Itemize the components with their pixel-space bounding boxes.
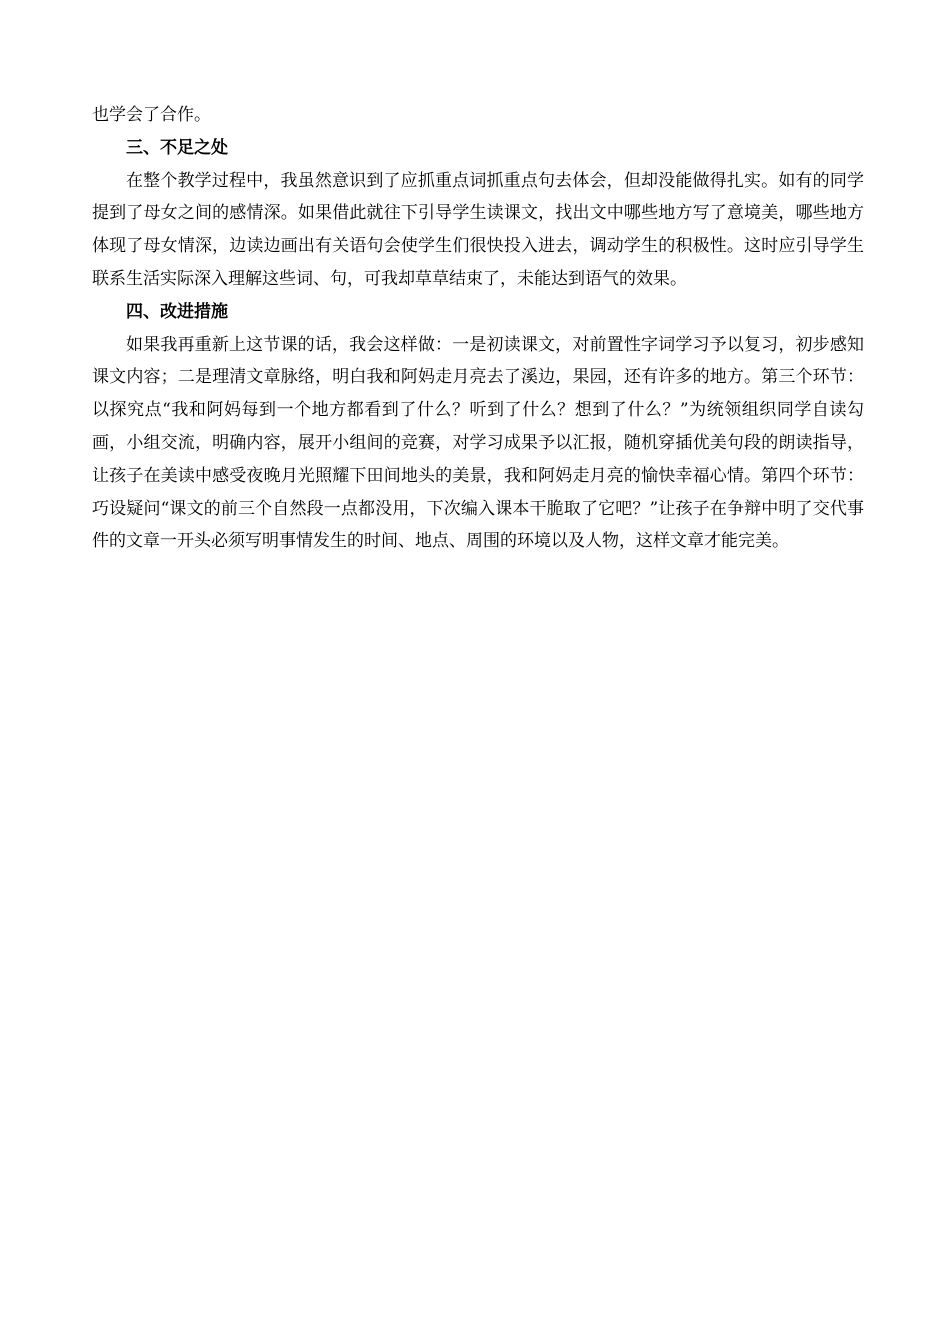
section-3-heading: 三、不足之处 bbox=[126, 137, 228, 158]
section-3-paragraph: 在整个教学过程中，我虽然意识到了应抓重点词抓重点句去体会，但却没能做得扎实。如有的同学提到了母女之间的感情深。如果借此就往下引导学生读课文，找出文中哪些地方写了意境美，哪些地方体现了母女情深，边读边画出有关语句会使学生们很快投入进去，调动学生的积极性。这时应引导学生联系生活实际深入理解这些词、句，可我却草草结束了，未能达到语气的效果。 bbox=[92, 170, 864, 289]
continuation-paragraph: 也学会了合作。 bbox=[92, 105, 211, 125]
section-4-heading: 四、改进措施 bbox=[126, 301, 228, 322]
section-4-paragraph: 如果我再重新上这节课的话，我会这样做：一是初读课文，对前置性字词学习予以复习，初步感知课文内容；二是理清文章脉络，明白我和阿妈走月亮去了溪边，果园，还有许多的地方。第三个环节：以探究点“我和阿妈每到一个地方都看到了什么？听到了什么？想到了什么？”为统领组织同学自读勾画，小组交流，明确内容，展开小组间的竞赛，对学习成果予以汇报，随机穿插优美句段的朗读指导，让孩子在美读中感受夜晚月光照耀下田间地头的美景，我和阿妈走月亮的愉快幸福心情。第四个环节：巧设疑问“课文的前三个自然段一点都没用，下次编入课本干脆取了它吧？”让孩子在争辩中明了交代事件的文章一开头必须写明事情发生的时间、地点、周围的环境以及人物，这样文章才能完美。 bbox=[92, 334, 864, 552]
document-page bbox=[92, 99, 864, 558]
